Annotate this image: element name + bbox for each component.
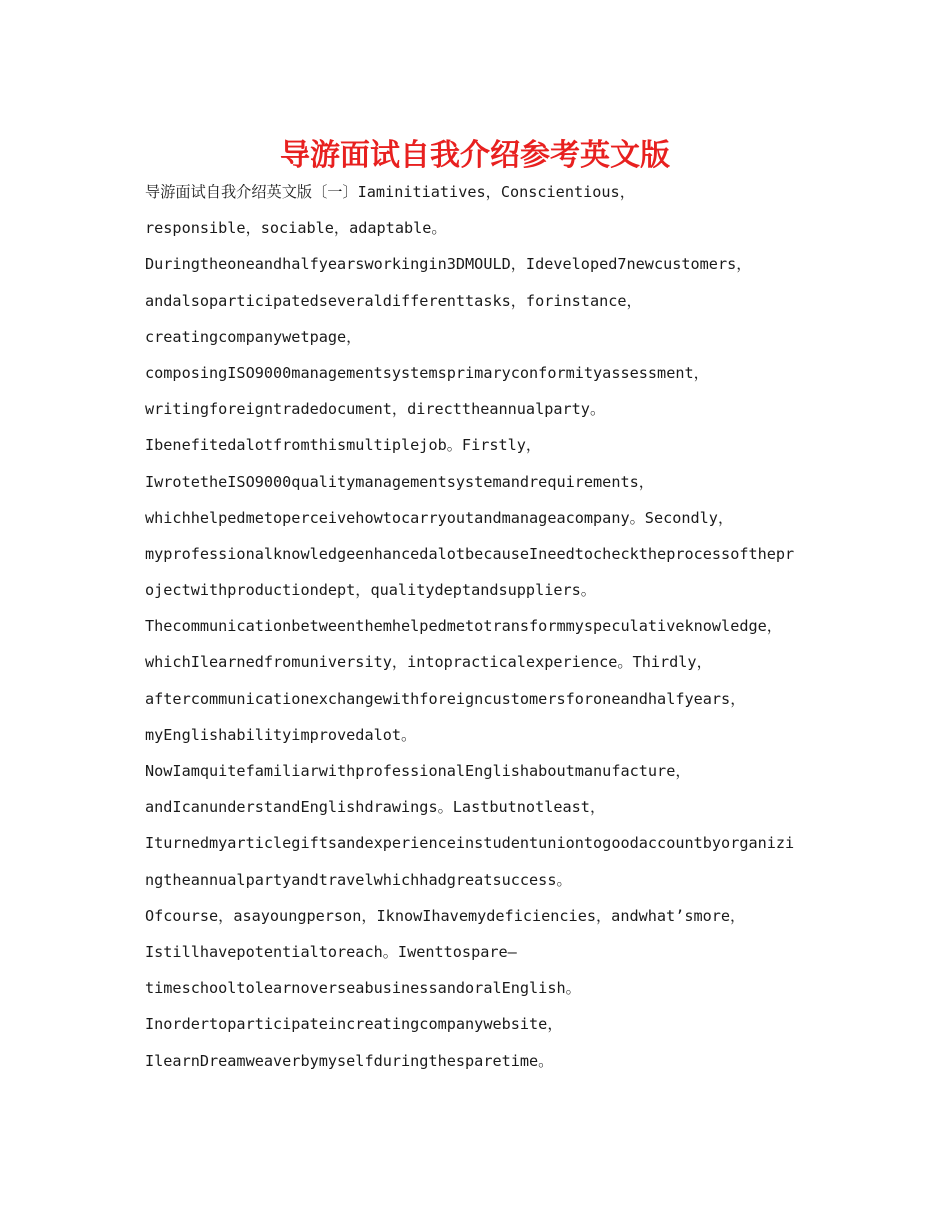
text-line: aftercommunicationexchangewithforeigncustomersforoneandhalfyears， (145, 689, 746, 708)
text-line: IwrotetheISO9000qualitymanagementsystemandrequirements， (145, 472, 654, 491)
text-line: ojectwithproductiondept，qualitydeptandsuppliers。 (145, 581, 596, 600)
text-line: Istillhavepotentialtoreach。Iwenttospare— (145, 942, 517, 961)
text-line: timeschooltolearnoverseabusinessandoralEnglish。 (145, 979, 581, 998)
text-line: ngtheannualpartyandtravelwhichhadgreatsuccess。 (145, 870, 572, 889)
text-line: creatingcompanywetpage， (145, 327, 362, 346)
text-line: whichhelpedmetoperceivehowtocarryoutandmanageacompany。Secondly， (145, 508, 734, 527)
text-line: responsible，sociable，adaptable。 (145, 219, 447, 238)
text-line: Iturnedmyarticlegiftsandexperienceinstudentuniontogoodaccountbyorganizi (145, 834, 795, 853)
text-line: composingISO9000managementsystemsprimaryconformityassessment， (145, 363, 709, 382)
text-line: myprofessionalknowledgeenhancedalotbecauseIneedtochecktheprocessofthepr (145, 544, 795, 563)
document-title: 导游面试自我介绍参考英文版 (280, 138, 670, 173)
text-line: andalsoparticipatedseveraldifferenttasks，forinstance， (145, 291, 642, 310)
text-line: Ibenefitedalotfromthismultiplejob。Firstly， (145, 436, 542, 455)
text-line: whichIlearnedfromuniversity，intopracticalexperience。Thirdly， (145, 653, 712, 672)
text-line: myEnglishabilityimprovedalot。 (145, 725, 417, 744)
text-line: writingforeigntradedocument，directtheannualparty。 (145, 400, 606, 419)
text-line: andIcanunderstandEnglishdrawings。Lastbutnotleast， (145, 798, 606, 817)
text-line: 导游面试自我介绍英文版〔一〕Iaminitiatives，Conscientious， (145, 183, 635, 201)
text-line: Ofcourse，asayoungperson，IknowIhavemydeficiencies，andwhat’smore， (145, 906, 746, 925)
text-line: Duringtheoneandhalfyearsworkingin3DMOULD，Ideveloped7newcustomers， (145, 255, 752, 274)
text-line: IlearnDreamweaverbymyselfduringthesparetime。 (145, 1051, 554, 1070)
text-line: Thecommunicationbetweenthemhelpedmetotransformmyspeculativeknowledge， (145, 617, 782, 636)
document-body (145, 174, 810, 1079)
text-line: Inordertoparticipateincreatingcompanywebsite， (145, 1015, 563, 1034)
text-line: NowIamquitefamiliarwithprofessionalEnglishaboutmanufacture， (145, 762, 691, 780)
